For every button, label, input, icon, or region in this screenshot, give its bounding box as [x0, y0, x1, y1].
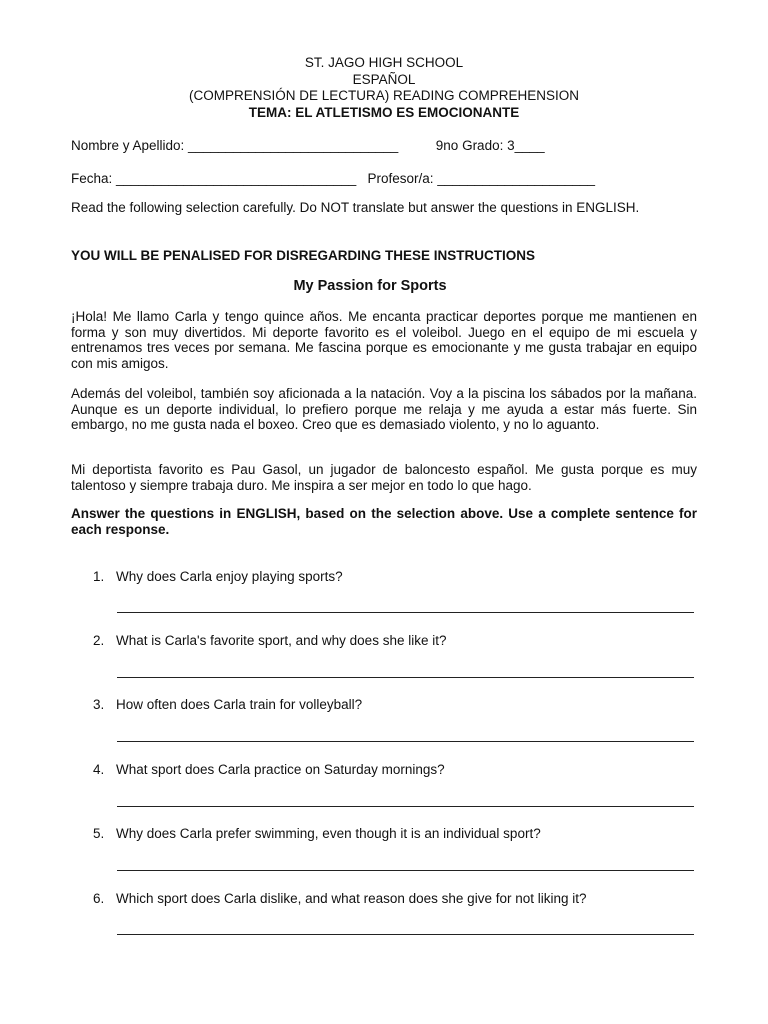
question-4 — [93, 762, 445, 777]
question-6 — [93, 891, 587, 906]
reading-instructions: Read the following selection carefully. Do NOT translate but answer the questions in ENGLISH. — [71, 200, 640, 215]
answer-line-6[interactable] — [117, 934, 694, 935]
question-1 — [93, 569, 343, 584]
passage-paragraph-2: Además del voleibol, también soy aficionada a la natación. Voy a la piscina los sábados por la mañana. Aunque es un deporte individual, lo prefiero porque me relaja y me ayuda a estar más fuerte. Sin embargo, no me gusta nada el boxeo. Creo que es demasiado violento, y no lo aguanto. — [71, 386, 697, 433]
school-name: ST. JAGO HIGH SCHOOL — [304, 55, 464, 70]
subject-name: ESPAÑOL — [352, 71, 416, 87]
passage-paragraph-3: Mi deportista favorito es Pau Gasol, un jugador de baloncesto español. Me gusta porque es muy talentoso y siempre trabaja duro. Me inspira a ser mejor en todo lo que hago. — [71, 462, 697, 493]
question-3 — [93, 697, 362, 712]
question-2 — [93, 633, 446, 648]
question-number: 6. — [93, 891, 105, 906]
document-header — [0, 55, 768, 121]
passage-paragraph-1: ¡Hola! Me llamo Carla y tengo quince años. Me encanta practicar deportes porque me mantienen en forma y son muy divertidos. Mi deporte favorito es el voleibol. Juego en el equipo de mi escuela y entrenamos tres veces por semana. Me fascina porque es emocionante y me gusta trabajar en equipo con mis amigos. — [71, 309, 697, 372]
answer-line-5[interactable] — [117, 870, 694, 871]
answer-line-1[interactable] — [117, 612, 694, 613]
passage-title: My Passion for Sports — [293, 278, 447, 294]
question-number: 2. — [93, 633, 105, 648]
question-number: 1. — [93, 569, 105, 584]
answer-instructions: Answer the questions in ENGLISH, based on the selection above. Use a complete sentence for each response. — [71, 506, 697, 537]
question-text: What is Carla's favorite sport, and why does she like it? — [116, 633, 447, 648]
question-text: Why does Carla prefer swimming, even though it is an individual sport? — [116, 826, 541, 841]
question-text: How often does Carla train for volleyball? — [116, 697, 363, 712]
answer-line-2[interactable] — [117, 677, 694, 678]
penalty-warning: YOU WILL BE PENALISED FOR DISREGARDING THESE INSTRUCTIONS — [71, 248, 536, 263]
question-text: Which sport does Carla dislike, and what reason does she give for not liking it? — [116, 891, 587, 906]
question-number: 4. — [93, 762, 105, 777]
section-name: (COMPRENSIÓN DE LECTURA) READING COMPREHENSION — [188, 88, 580, 103]
date-teacher-field[interactable]: Fecha: ________________________________ Profesor/a: _____________________ — [71, 171, 595, 186]
question-text: What sport does Carla practice on Saturday mornings? — [116, 762, 445, 777]
answer-line-4[interactable] — [117, 806, 694, 807]
tema-heading: TEMA: EL ATLETISMO ES EMOCIONANTE — [248, 104, 520, 120]
question-5 — [93, 826, 541, 841]
question-number: 5. — [93, 826, 105, 841]
answer-line-3[interactable] — [117, 741, 694, 742]
question-number: 3. — [93, 697, 105, 712]
name-grade-field[interactable]: Nombre y Apellido: ____________________________ 9no Grado: 3____ — [71, 138, 545, 153]
question-text: Why does Carla enjoy playing sports? — [116, 569, 343, 584]
